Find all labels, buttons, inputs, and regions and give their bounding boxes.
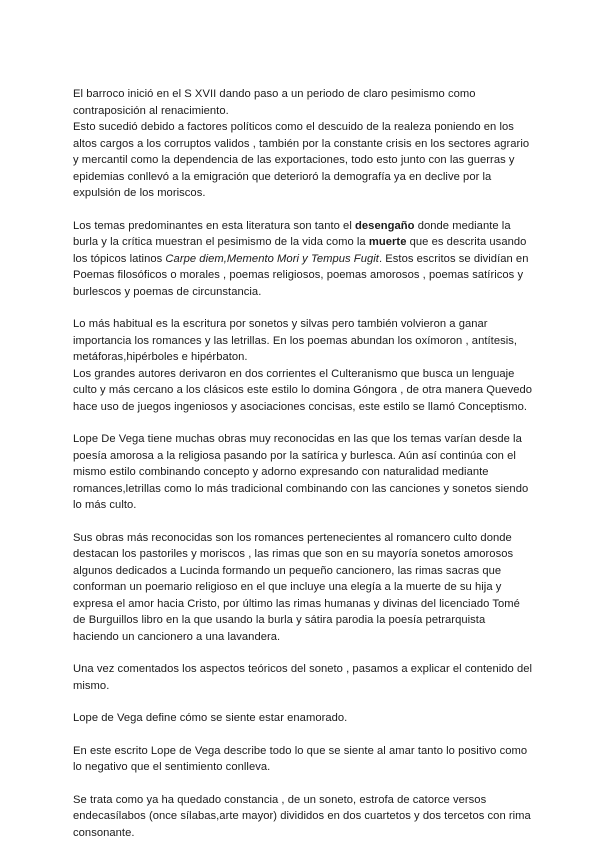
themes-text-4: . Estos escritos se dividían en Poemas filosóficos o morales , poemas religiosos, poemas amorosos , poemas satíricos y burlescos y poemas de circunstancia.	[73, 252, 529, 298]
paragraph-recognized-works: Sus obras más reconocidas son los romances pertenecientes al romancero culto donde destacan los pastoriles y moriscos , las rimas que son en su mayoría sonetos amorosos algunos dedicados a Lucinda formando un pequeño cancionero, las rimas sacras que conforman un poemario religioso en el que incluye una elegía a la muerte de su hija y expresa el amor hacia Cristo, por último las rimas humanas y divinas del licenciado Tomé de Burguillos libro en la que usando la burla y sátira parodia la poesía petrarquista haciendo un cancionero a una lavandera.	[73, 531, 520, 643]
paragraph-definition: Lope de Vega define cómo se siente estar enamorado.	[73, 712, 348, 724]
intro-line: El barroco inició en el S XVII dando paso a un periodo de claro pesimismo como contraposición al renacimiento.	[73, 88, 476, 117]
paragraph-lope-works: Lope De Vega tiene muchas obras muy reconocidas en las que los temas varían desde la poesía amorosa a la religiosa pasando por la satírica y burlesca. Aún así continúa con el mismo estilo combinando concepto y adorno expresando con naturalidad mediante romances,letrillas como lo más tradicional combinando con las canciones y sonetos siendo lo más culto.	[73, 433, 529, 511]
themes-bold-desengano: desengaño	[355, 219, 415, 232]
intro-causes: Esto sucedió debido a factores políticos como el descuido de la realeza poniendo en los altos cargos a los corruptos validos , también por la constante crisis en los sectores agrario y mercantil como la dependencia de las exportaciones, todo esto junto con las guerras y epidemias conllevó a la emigración que deterioró la demografía ya en declive por la expulsión de los moriscos.	[73, 121, 530, 199]
paragraph-forms	[73, 316, 533, 415]
themes-text-3: que es descrita usando los tópicos latinos	[73, 236, 527, 265]
themes-italic-topicos: Carpe diem,Memento Mori y Tempus Fugit	[165, 252, 379, 265]
themes-text-1: Los temas predominantes en esta literatura son tanto el	[73, 219, 356, 232]
paragraph-sonnet-intro: Una vez comentados los aspectos teóricos del soneto , pasamos a explicar el contenido del mismo.	[73, 663, 533, 692]
paragraph-themes	[73, 218, 533, 301]
document-page	[73, 86, 533, 841]
themes-bold-muerte: muerte	[368, 236, 407, 248]
forms-authors: Los grandes autores derivaron en dos corrientes el Culteranismo que busca un lenguaje culto y más cercano a los clásicos este estilo lo domina Góngora , de otra manera Quevedo hace uso de juegos ingeniosos y asociaciones concisas, este estilo se llamó Conceptismo.	[73, 367, 533, 413]
themes-text-2: donde mediante la burla y la crítica muestran el pesimismo de la vida como la	[73, 219, 511, 248]
paragraph-intro	[73, 86, 533, 202]
forms-line: Lo más habitual es la escritura por sonetos y silvas pero también volvieron a ganar importancia los romances y las letrillas. En los poemas abundan los oxímoron , antítesis, metáforas,hipérboles e hipérbaton.	[73, 318, 518, 363]
paragraph-description: En este escrito Lope de Vega describe todo lo que se siente al amar tanto lo positivo como lo negativo que el sentimiento conlleva.	[73, 744, 528, 773]
paragraph-structure: Se trata como ya ha quedado constancia , de un soneto, estrofa de catorce versos endecasílabos (once sílabas,arte mayor) divididos en dos cuartetos y dos tercetos con rima consonante.	[73, 793, 531, 839]
